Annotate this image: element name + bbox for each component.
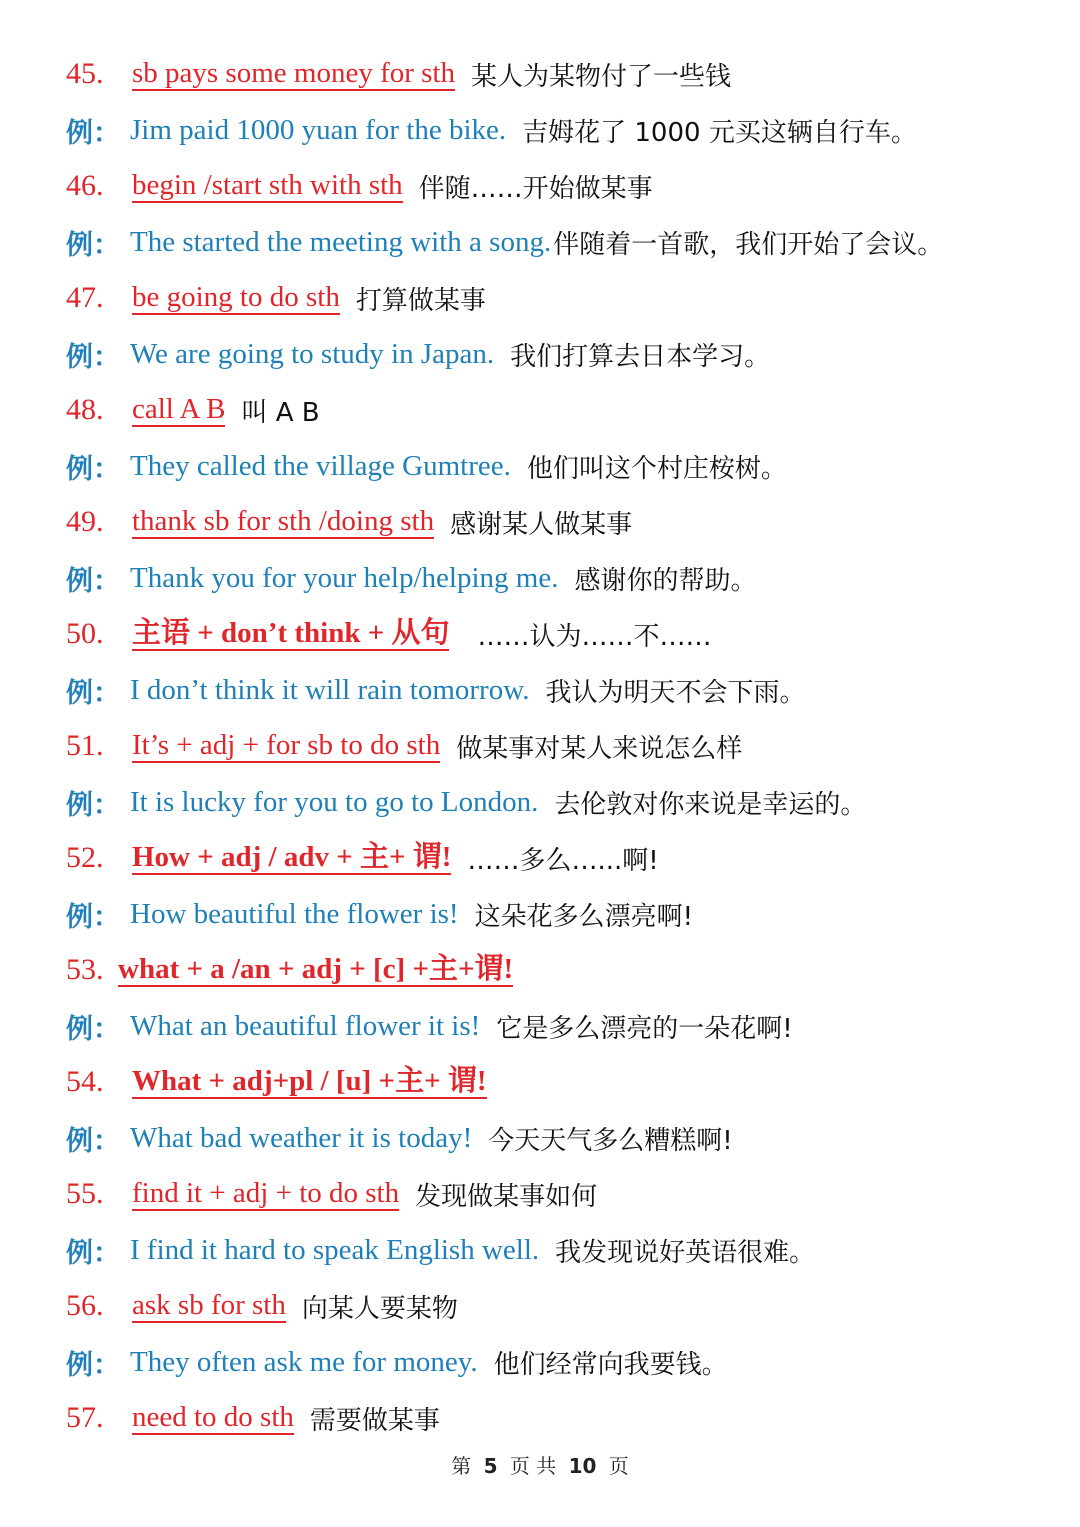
phrase-line-50 [66, 606, 712, 662]
phrase-line-47 [66, 270, 486, 326]
phrase-meaning: 向某人要某物 [301, 1293, 458, 1324]
phrase-line-51 [66, 718, 742, 774]
item-number: 55. [66, 1177, 104, 1210]
example-line-47 [66, 326, 770, 382]
example-sentence: They often ask me for money. [130, 1345, 478, 1378]
phrase: be going to do sth [132, 280, 340, 313]
example-sentence: How beautiful the flower is! [130, 897, 459, 930]
example-translation: 感谢你的帮助。 [574, 565, 757, 596]
example-line-49 [66, 550, 756, 606]
phrase-line-53 [66, 942, 513, 998]
example-label: 例： [66, 901, 120, 933]
phrase-line-52 [66, 830, 659, 886]
example-sentence: I don’t think it will rain tomorrow. [130, 673, 530, 706]
example-translation: 他们经常向我要钱。 [493, 1349, 728, 1380]
example-line-56 [66, 1334, 728, 1390]
example-translation: 伴随着一首歌，我们开始了会议。 [553, 229, 944, 260]
example-label: 例： [66, 341, 120, 373]
example-label: 例： [66, 565, 120, 597]
phrase: begin /start sth with sth [132, 168, 403, 201]
item-number: 54. [66, 1065, 104, 1098]
phrase-meaning: 伴随……开始做某事 [418, 173, 653, 204]
phrase-meaning: 需要做某事 [309, 1405, 440, 1436]
example-sentence: We are going to study in Japan. [130, 337, 495, 370]
example-sentence: Jim paid 1000 yuan for the bike. [130, 113, 507, 146]
example-line-53 [66, 998, 793, 1054]
phrase-meaning: 发现做某事如何 [415, 1181, 598, 1212]
phrase-line-55 [66, 1166, 597, 1222]
example-label: 例： [66, 453, 120, 485]
phrase: 主语 + don’t think + 从句 [132, 616, 450, 649]
phrase-line-45 [66, 46, 731, 102]
phrase-meaning: 打算做某事 [355, 285, 486, 316]
phrase-meaning: 做某事对某人来说怎么样 [456, 733, 743, 764]
phrase-meaning: ……认为……不…… [477, 621, 712, 652]
example-sentence: What an beautiful flower it is! [130, 1009, 481, 1042]
item-number: 46. [66, 169, 104, 202]
example-line-50 [66, 662, 806, 718]
example-label: 例： [66, 677, 120, 709]
example-label: 例： [66, 1237, 120, 1269]
example-line-46 [66, 214, 943, 270]
example-label: 例： [66, 1125, 120, 1157]
phrase-meaning: ……多么…...啊! [467, 845, 659, 876]
phrase-line-54 [66, 1054, 487, 1110]
example-sentence: It is lucky for you to go to London. [130, 785, 539, 818]
example-translation: 它是多么漂亮的一朵花啊! [496, 1013, 793, 1044]
phrase: need to do sth [132, 1400, 294, 1433]
phrase: It’s + adj + for sb to do sth [132, 728, 441, 761]
example-label: 例： [66, 789, 120, 821]
item-number: 51. [66, 729, 104, 762]
phrase: call A B [132, 392, 226, 425]
phrase: what + a /an + adj + [c] +主+谓! [118, 952, 514, 985]
phrase: sb pays some money for sth [132, 56, 455, 89]
example-translation: 我认为明天不会下雨。 [545, 677, 806, 708]
example-line-54 [66, 1110, 733, 1166]
phrase: How + adj / adv + 主+ 谓! [132, 840, 452, 873]
item-number: 47. [66, 281, 104, 314]
phrase-meaning: 某人为某物付了一些钱 [471, 61, 732, 92]
footer-prefix: 第 [451, 1454, 472, 1478]
example-translation: 我发现说好英语很难。 [555, 1237, 816, 1268]
example-label: 例： [66, 1013, 120, 1045]
example-translation: 这朵花多么漂亮啊! [474, 901, 694, 932]
item-number: 45. [66, 57, 104, 90]
item-number: 48. [66, 393, 104, 426]
item-number: 50. [66, 617, 104, 650]
page-footer [0, 1450, 1080, 1479]
example-sentence: The started the meeting with a song. [130, 225, 552, 258]
footer-suffix: 页 [608, 1454, 629, 1478]
item-number: 53. [66, 953, 104, 986]
phrase: ask sb for sth [132, 1288, 286, 1321]
item-number: 56. [66, 1289, 104, 1322]
item-number: 49. [66, 505, 104, 538]
example-sentence: Thank you for your help/helping me. [130, 561, 559, 594]
example-line-52 [66, 886, 693, 942]
example-line-48 [66, 438, 787, 494]
example-label: 例： [66, 117, 120, 149]
current-page-number: 5 [483, 1454, 498, 1478]
phrase-meaning: 叫 A B [241, 397, 320, 428]
example-translation: 他们叫这个村庄桉树。 [526, 453, 787, 484]
phrase-line-56 [66, 1278, 458, 1334]
footer-mid: 页 共 [509, 1454, 557, 1478]
total-page-number: 10 [568, 1454, 597, 1478]
phrase-line-46 [66, 158, 653, 214]
example-sentence: They called the village Gumtree. [130, 449, 511, 482]
phrase-line-49 [66, 494, 632, 550]
example-translation: 去伦敦对你来说是幸运的。 [554, 789, 867, 820]
phrase: What + adj+pl / [u] +主+ 谓! [132, 1064, 487, 1097]
example-line-45 [66, 102, 917, 158]
phrase: find it + adj + to do sth [132, 1176, 400, 1209]
example-translation: 今天天气多么糟糕啊! [488, 1125, 733, 1156]
example-translation: 吉姆花了 1000 元买这辆自行车。 [522, 117, 917, 148]
phrase-line-48 [66, 382, 320, 438]
example-translation: 我们打算去日本学习。 [510, 341, 771, 372]
item-number: 52. [66, 841, 104, 874]
item-number: 57. [66, 1401, 104, 1434]
example-sentence: I find it hard to speak English well. [130, 1233, 540, 1266]
phrase-meaning: 感谢某人做某事 [450, 509, 633, 540]
example-label: 例： [66, 1349, 120, 1381]
phrase-line-57 [66, 1390, 440, 1446]
example-line-55 [66, 1222, 815, 1278]
example-sentence: What bad weather it is today! [130, 1121, 473, 1154]
example-line-51 [66, 774, 866, 830]
example-label: 例： [66, 229, 120, 261]
phrase: thank sb for sth /doing sth [132, 504, 435, 537]
